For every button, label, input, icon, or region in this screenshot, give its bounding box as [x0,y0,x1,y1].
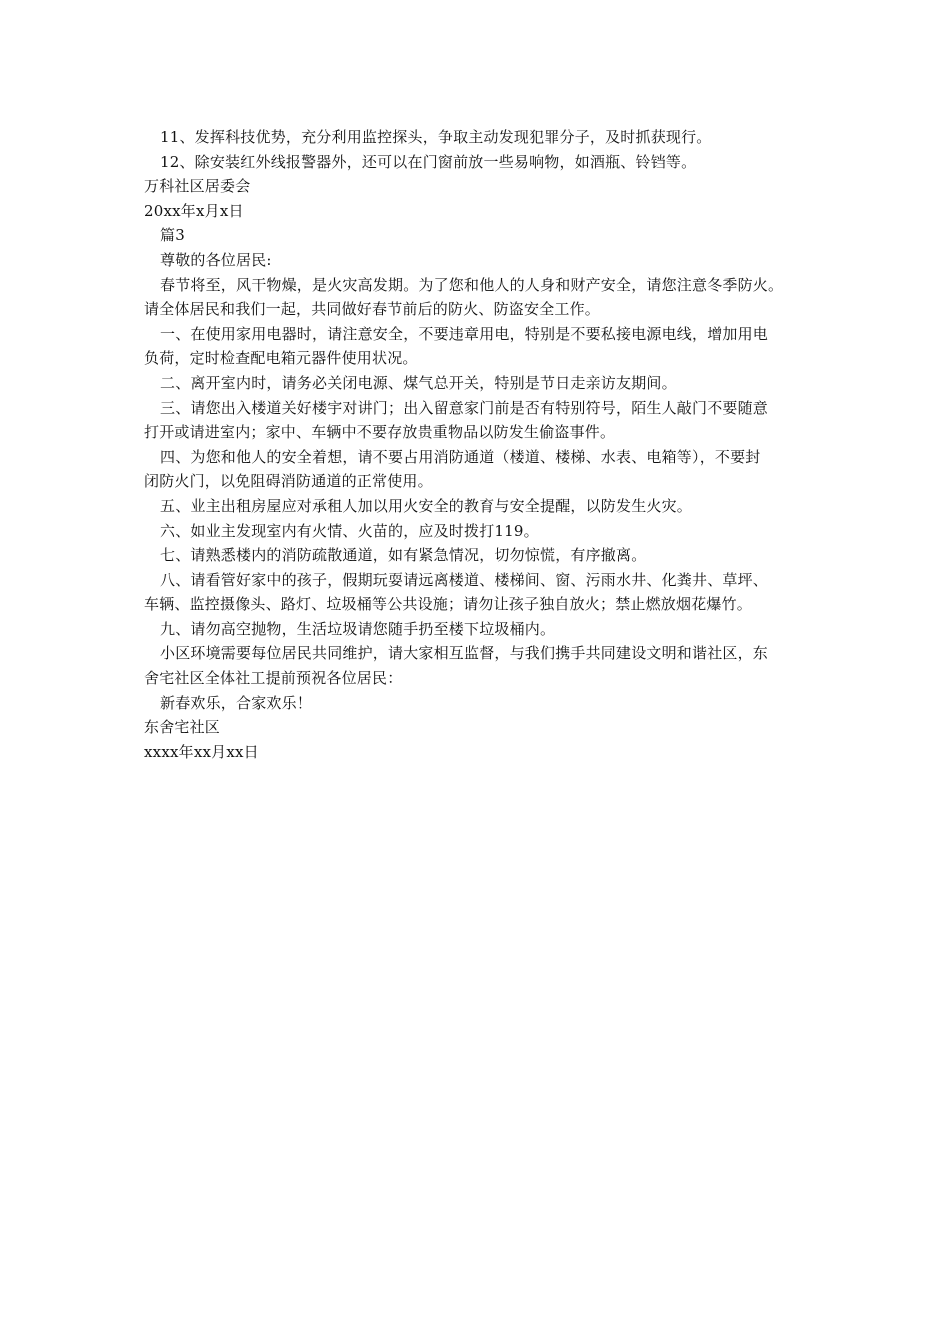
text-line: 舍宅社区全体社工提前预祝各位居民： [144,669,403,688]
signature-date: 20xx年x月x日 [144,201,244,220]
text-line: 请全体居民和我们一起，共同做好春节前后的防火、防盗安全工作。 [144,300,601,319]
text-line: 小区环境需要每位居民共同维护，请大家相互监督，与我们携手共同建设文明和谐社区，东 [160,644,769,663]
text-line: 四、为您和他人的安全着想，请不要占用消防通道（楼道、楼梯、水表、电箱等），不要封 [160,447,761,466]
signature-date: xxxx年xx月xx日 [144,742,259,761]
text-line: 一、在使用家用电器时，请注意安全，不要违章用电，特别是不要私接电源电线，增加用电 [160,324,769,343]
text-line: 六、如业主发现室内有火情、火苗的，应及时拨打119。 [160,521,539,540]
text-line: 七、请熟悉楼内的消防疏散通道，如有紧急情况，切勿惊慌，有序撤离。 [160,546,647,565]
salutation: 尊敬的各位居民: [160,250,272,269]
signature-organization: 万科社区居委会 [144,177,251,196]
text-line: 三、请您出入楼道关好楼宇对讲门；出入留意家门前是否有特别符号，陌生人敲门不要随意 [160,398,769,417]
text-line: 12、除安装红外线报警器外，还可以在门窗前放一些易响物，如酒瓶、铃铛等。 [160,152,697,171]
text-line: 八、请看管好家中的孩子，假期玩耍请远离楼道、楼梯间、窗、污雨水井、化粪井、草坪、 [160,570,769,589]
greeting-line: 新春欢乐，合家欢乐！ [160,693,313,712]
document-body [144,125,812,764]
text-line: 车辆、监控摄像头、路灯、垃圾桶等公共设施；请勿让孩子独自放火；禁止燃放烟花爆竹。 [144,595,753,614]
text-line: 闭防火门，以免阻碍消防通道的正常使用。 [144,472,433,491]
text-line: 负荷，定时检查配电箱元器件使用状况。 [144,349,418,368]
text-line: 11、发挥科技优势，充分利用监控探头，争取主动发现犯罪分子，及时抓获现行。 [160,128,712,146]
section-heading: 篇3 [160,226,185,245]
text-line: 九、请勿高空抛物，生活垃圾请您随手扔至楼下垃圾桶内。 [160,619,556,638]
text-line: 打开或请进室内；家中、车辆中不要存放贵重物品以防发生偷盗事件。 [144,423,616,442]
text-line: 春节将至，风干物燥，是火灾高发期。为了您和他人的人身和财产安全，请您注意冬季防火。 [160,275,784,294]
text-line: 二、离开室内时，请务必关闭电源、煤气总开关，特别是节日走亲访友期间。 [160,373,677,392]
signature-organization: 东舍宅社区 [144,718,221,737]
text-line: 五、业主出租房屋应对承租人加以用火安全的教育与安全提醒，以防发生火灾。 [160,496,693,515]
